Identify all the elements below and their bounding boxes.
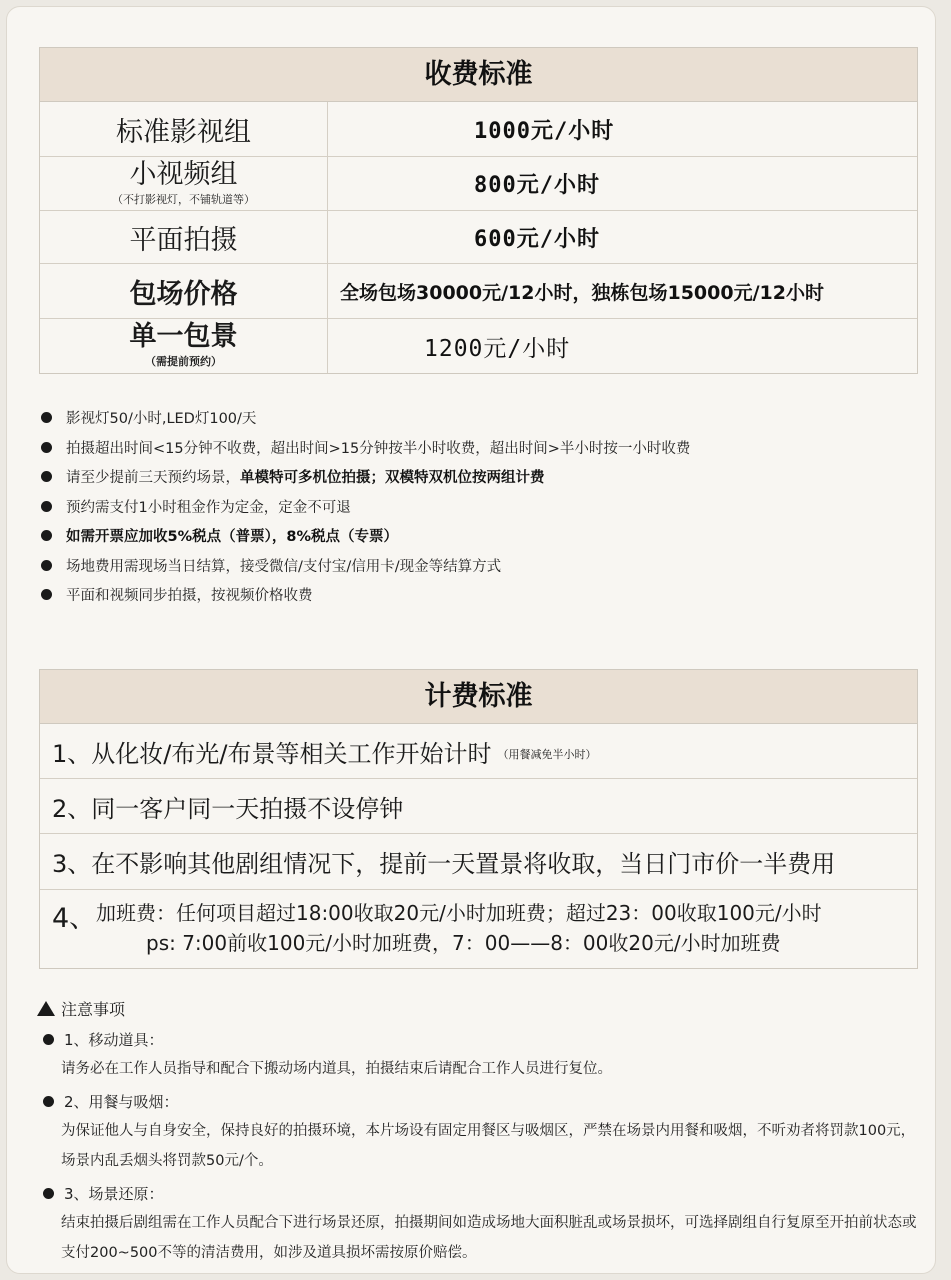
note-text: 影视灯50/小时,LED灯100/天 <box>66 411 257 428</box>
notes-list <box>41 403 921 610</box>
bullet-icon <box>41 530 52 541</box>
attention-item-body: 为保证他人与自身安全，保持良好的拍摄环境，本片场设有固定用餐区与吸烟区，严禁在场景内用餐和吸烟，不听劝者将罚款100元，场景内乱丢烟头将罚款50元/个。 <box>61 1123 916 1169</box>
fee-label-text: 平面拍摄 <box>129 224 238 256</box>
attention-item-head <box>37 1086 927 1116</box>
billing-row <box>40 724 917 779</box>
fee-label-text: 包场价格 <box>129 278 238 310</box>
price-sheet <box>6 6 936 1274</box>
bullet-icon <box>41 560 52 571</box>
overtime-text <box>96 898 822 958</box>
fee-row-standard-film <box>40 102 917 157</box>
note-text: 平面和视频同步拍摄，按视频价格收费 <box>66 588 313 605</box>
note-item <box>41 462 921 492</box>
fee-label-text: 小视频组 <box>129 158 238 190</box>
attention-item-head <box>37 1178 927 1208</box>
fee-label <box>40 211 328 263</box>
attention-item-head <box>37 1024 927 1054</box>
billing-row-text: 2、同一客户同一天拍摄不设停钟 <box>52 794 404 823</box>
overtime-line: ps: 7:00前收100元/小时加班费，7：00——8：00收20元/小时加班费 <box>146 931 781 955</box>
fee-row-photo <box>40 211 917 264</box>
fee-value: 800元/小时 <box>474 173 600 198</box>
fee-label-text: 标准影视组 <box>116 116 251 148</box>
attention-item-body: 结束拍摄后剧组需在工作人员配合下进行场景还原，拍摄期间如造成场地大面积脏乱或场景损坏，可选择剧组自行复原至开拍前状态或支付200~500不等的清洁费用，如涉及道具损坏需按原价赔偿。 <box>61 1215 917 1261</box>
fee-label-note: （需提前预约） <box>145 355 222 368</box>
billing-row <box>40 779 917 834</box>
bullet-icon <box>41 471 52 482</box>
fee-label <box>40 157 328 210</box>
fee-value: 600元/小时 <box>474 226 600 252</box>
overtime-number: 4、 <box>52 903 97 934</box>
attention-item-body: 请务必在工作人员指导和配合下搬动场内道具，拍摄结束后请配合工作人员进行复位。 <box>61 1061 612 1077</box>
fee-value: 1000元/小时 <box>474 118 615 144</box>
fee-label <box>40 102 328 156</box>
note-text: 请至少提前三天预约场景， <box>66 470 240 487</box>
bullet-icon <box>41 501 52 512</box>
note-item <box>41 492 921 522</box>
attention-heading <box>37 992 927 1024</box>
note-text: 拍摄超出时间<15分钟不收费，超出时间>15分钟按半小时收费，超出时间>半小时按一小时收费 <box>66 440 691 457</box>
fee-table <box>39 47 918 374</box>
billing-table-title: 计费标准 <box>40 670 917 724</box>
fee-value: 1200元/小时 <box>424 335 571 362</box>
note-item <box>41 521 921 551</box>
fee-value: 全场包场30000元/12小时，独栋包场15000元/12小时 <box>340 281 824 304</box>
bullet-icon <box>43 1034 54 1045</box>
bullet-icon <box>41 442 52 453</box>
note-item <box>41 580 921 610</box>
fee-row-full-booking <box>40 264 917 319</box>
attention-item-title: 1、移动道具： <box>64 1030 164 1049</box>
warning-triangle-icon <box>37 1001 55 1016</box>
overtime-line: 加班费：任何项目超过18:00收取20元/小时加班费；超过23：00收取100元/小时 <box>96 901 822 925</box>
billing-row-text: 1、从化妆/布光/布景等相关工作开始计时 <box>52 739 492 768</box>
attention-title: 注意事项 <box>61 999 126 1019</box>
fee-label-text: 单一包景 <box>129 321 238 352</box>
billing-row-note: （用餐减免半小时） <box>497 748 597 761</box>
bullet-icon <box>41 589 52 600</box>
note-text-bold: 如需开票应加收5%税点（普票），8%税点（专票） <box>66 529 398 546</box>
fee-label-note: （不打影视灯，不铺轨道等） <box>112 192 255 206</box>
fee-row-short-video <box>40 157 917 211</box>
billing-row <box>40 834 917 890</box>
billing-row-text: 3、在不影响其他剧组情况下，提前一天置景将收取，当日门市价一半费用 <box>52 850 836 878</box>
note-text: 预约需支付1小时租金作为定金，定金不可退 <box>66 499 351 516</box>
billing-row-overtime <box>40 890 917 968</box>
note-text-bold: 单模特可多机位拍摄；双模特双机位按两组计费 <box>240 470 545 487</box>
attention-item-title: 2、用餐与吸烟： <box>64 1092 179 1111</box>
fee-table-title: 收费标准 <box>40 48 917 102</box>
bullet-icon <box>43 1188 54 1199</box>
fee-label <box>40 264 328 318</box>
fee-label <box>40 319 328 373</box>
note-item <box>41 403 921 433</box>
bullet-icon <box>43 1096 54 1107</box>
bullet-icon <box>41 412 52 423</box>
note-text: 场地费用需现场当日结算，接受微信/支付宝/信用卡/现金等结算方式 <box>66 558 502 575</box>
note-item <box>41 551 921 581</box>
note-item <box>41 433 921 463</box>
billing-table <box>39 669 918 969</box>
attention-item-title: 3、场景还原： <box>64 1184 164 1203</box>
attention-section <box>37 992 927 1268</box>
fee-row-single-scene <box>40 319 917 373</box>
